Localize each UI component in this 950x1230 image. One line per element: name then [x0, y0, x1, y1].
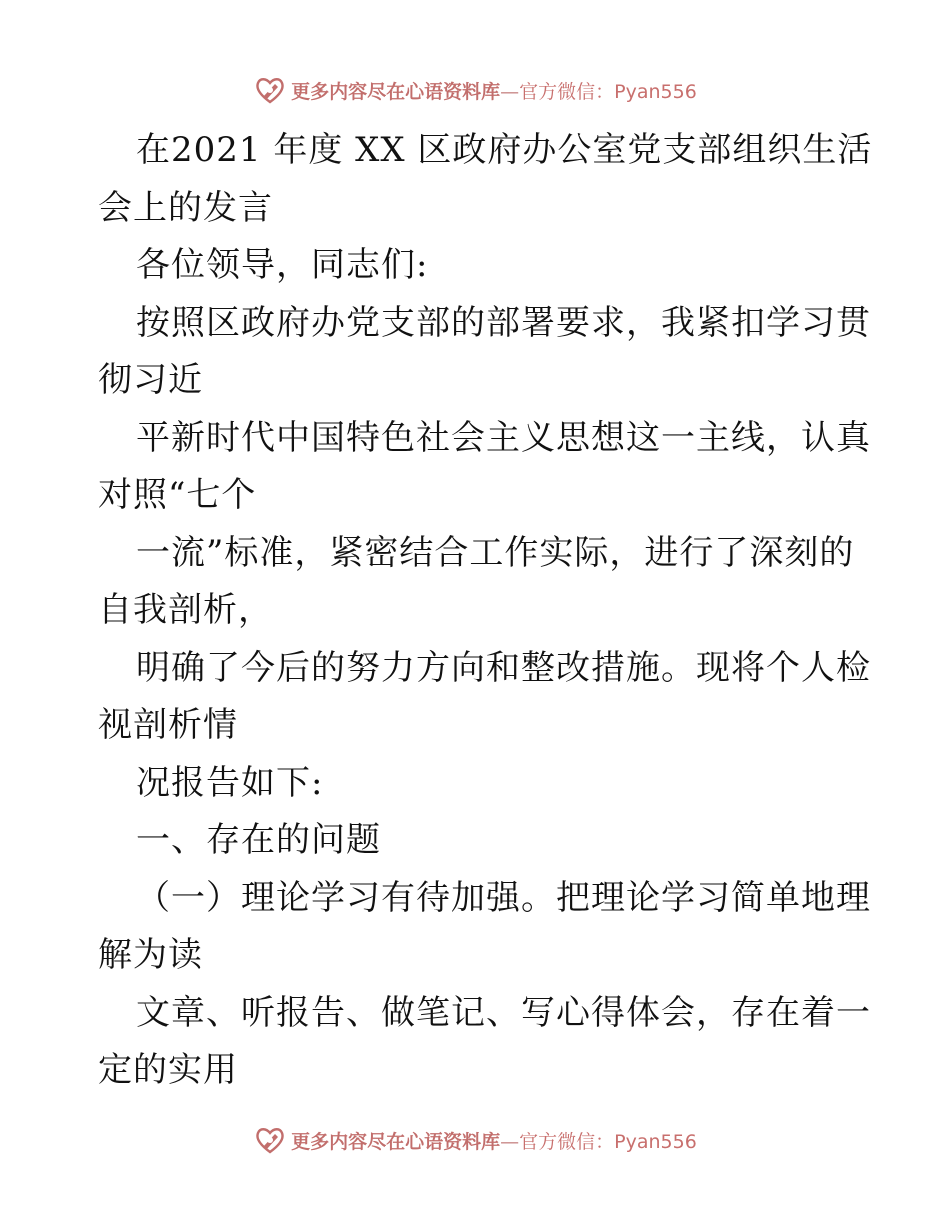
text-line: 文章、听报告、做笔记、写心得体会，存在着一 — [136, 992, 871, 1033]
watermark-text — [291, 77, 697, 104]
header-watermark — [0, 70, 950, 110]
watermark-account: 官方微信：Pyan556 — [519, 1130, 697, 1153]
text-line: 平新时代中国特色社会主义思想这一主线，认真 — [136, 417, 871, 458]
text-line: 彻习近 — [98, 360, 203, 400]
text-line: （一）理论学习有待加强。把理论学习简单地理 — [136, 877, 871, 918]
text-line: 况报告如下: — [136, 762, 324, 803]
text-line: 对照“七个 — [98, 475, 257, 515]
text-line: 一流”标准，紧密结合工作实际，进行了深刻的 — [136, 532, 855, 573]
watermark-text — [291, 1127, 697, 1154]
text-line: 视剖析情 — [98, 705, 238, 745]
text-line: 明确了今后的努力方向和整改措施。现将个人检 — [136, 647, 871, 688]
heart-pen-logo-icon — [253, 1123, 287, 1157]
document-body — [98, 122, 873, 1100]
heart-pen-logo-icon — [253, 73, 287, 107]
watermark-main: 更多内容尽在心语资料库 — [291, 80, 501, 103]
watermark-separator: — — [500, 1130, 520, 1153]
text-line: 在2021 年度 XX 区政府办公室党支部组织生活 — [136, 130, 873, 170]
text-line: 解为读 — [98, 935, 203, 975]
section-heading: 一、存在的问题 — [136, 820, 381, 860]
text-line: 自我剖析， — [98, 590, 273, 630]
watermark-main: 更多内容尽在心语资料库 — [291, 1130, 501, 1153]
watermark-separator: — — [500, 80, 520, 103]
text-line: 定的实用 — [98, 1050, 238, 1090]
watermark-account: 官方微信：Pyan556 — [519, 80, 697, 103]
text-line: 按照区政府办党支部的部署要求，我紧扣学习贯 — [136, 302, 871, 343]
footer-watermark — [0, 1120, 950, 1160]
text-line: 各位领导，同志们: — [136, 245, 429, 285]
text-line: 会上的发言 — [98, 187, 273, 228]
